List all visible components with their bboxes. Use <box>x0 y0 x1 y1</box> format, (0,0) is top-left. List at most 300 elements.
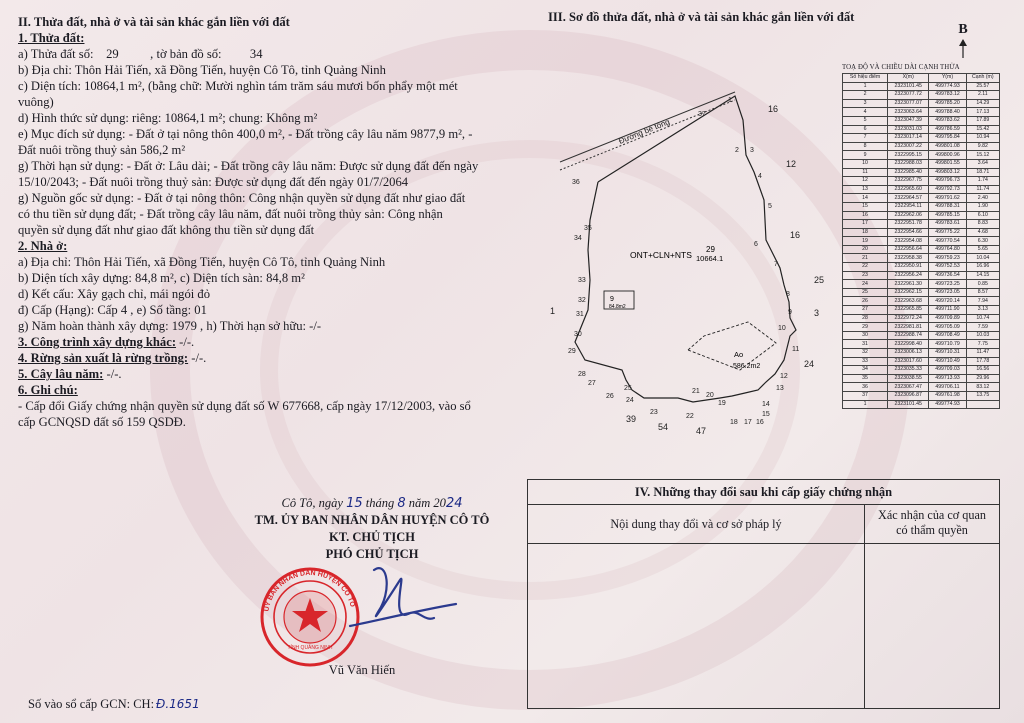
vertex-label: 12 <box>780 373 788 380</box>
point-id: 1 <box>843 400 888 409</box>
seal-ring-text: ỦY BAN NHÂN DÂN HUYỆN CÔ TÔ <box>263 569 356 613</box>
x-coord: 2322967.75 <box>888 177 929 186</box>
serial-row <box>28 697 200 712</box>
other-construction-value: -/-. <box>176 335 195 349</box>
coordinate-row <box>843 159 1000 168</box>
signer-name: Vũ Văn Hiến <box>328 663 396 677</box>
handwritten-signature <box>330 552 460 642</box>
point-id: 37 <box>843 391 888 400</box>
house-address-row: a) Địa chỉ: Thôn Hải Tiến, xã Đồng Tiến, huyện Cô Tô, tỉnh Quảng Ninh <box>18 255 386 269</box>
y-coord: 499783.61 <box>929 220 966 229</box>
other-construction-row <box>18 334 518 350</box>
x-coord: 2323101.45 <box>888 400 929 409</box>
coordinate-row <box>843 271 1000 280</box>
x-coord: 2322956.64 <box>888 245 929 254</box>
y-coord: 499801.08 <box>929 142 966 151</box>
y-coord: 499803.12 <box>929 168 966 177</box>
x-coord: 2322961.30 <box>888 280 929 289</box>
point-id: 19 <box>843 237 888 246</box>
coordinate-row <box>843 177 1000 186</box>
vertex-label: 29 <box>568 348 576 355</box>
edge-length: 9.82 <box>966 142 999 151</box>
point-id: 8 <box>843 142 888 151</box>
point-id: 26 <box>843 297 888 306</box>
coordinate-row <box>843 108 1000 117</box>
date-year: 24 <box>445 496 463 511</box>
vertex-label: 16 <box>756 419 764 426</box>
road-label: Đường bê tông <box>617 117 672 146</box>
changes-header <box>528 505 999 544</box>
x-coord: 2322964.57 <box>888 194 929 203</box>
coordinate-row <box>843 366 1000 375</box>
y-coord: 499736.54 <box>929 271 966 280</box>
house-label: 9 <box>610 296 614 303</box>
coordinate-row <box>843 151 1000 160</box>
y-coord: 499706.11 <box>929 383 966 392</box>
y-coord: 499792.73 <box>929 185 966 194</box>
y-coord: 499800.96 <box>929 151 966 160</box>
coordinate-row <box>843 331 1000 340</box>
house-structure-row: d) Kết cấu: Xây gạch chỉ, mái ngói đỏ <box>18 287 210 301</box>
x-coord: 2323031.03 <box>888 125 929 134</box>
neighbor-label: 47 <box>696 426 707 436</box>
edge-length: 7.59 <box>966 323 999 332</box>
vertex-label: 21 <box>692 388 700 395</box>
vertex-label: 15 <box>762 411 770 418</box>
signer-role: PHÓ CHỦ TỊCH <box>325 547 419 561</box>
point-id: 29 <box>843 323 888 332</box>
house-year-row: g) Năm hoàn thành xây dựng: 1979 , h) Thời hạn sở hữu: -/- <box>18 319 322 333</box>
coordinate-row <box>843 314 1000 323</box>
coordinate-row <box>843 82 1000 91</box>
edge-length: 17.89 <box>966 116 999 125</box>
coordinate-row <box>843 374 1000 383</box>
edge-length: 14.15 <box>966 271 999 280</box>
y-coord: 499801.55 <box>929 159 966 168</box>
coordinate-row <box>843 194 1000 203</box>
point-id: 9 <box>843 151 888 160</box>
vertex-label: 1 <box>728 97 732 104</box>
neighbor-label: 24 <box>804 359 815 369</box>
vertex-label: 13 <box>776 385 784 392</box>
other-construction-heading: 3. Công trình xây dựng khác: <box>18 335 177 349</box>
edge-length: 16.96 <box>966 263 999 272</box>
origin-row-cont: có thu tiền sử dụng đất; - Đất trồng cây lâu năm, đất nuôi trồng thủy sản: Công nhận <box>18 207 443 221</box>
edge-length <box>966 400 999 409</box>
vertex-label: 3 <box>750 147 754 154</box>
coordinate-table-header <box>843 74 1000 83</box>
coordinate-row <box>843 297 1000 306</box>
coordinate-table <box>842 73 1000 409</box>
point-id: 6 <box>843 125 888 134</box>
edge-length: 3.13 <box>966 306 999 315</box>
point-id: 10 <box>843 159 888 168</box>
vertex-label: 20 <box>706 392 714 399</box>
x-coord: 2323017.14 <box>888 134 929 143</box>
y-coord: 499788.40 <box>929 108 966 117</box>
coordinate-row <box>843 228 1000 237</box>
vertex-label: 30 <box>574 331 582 338</box>
north-letter: B <box>958 22 968 37</box>
house-area: 84.8m2 <box>609 304 626 310</box>
x-coord: 2322965.60 <box>888 185 929 194</box>
serial-label: Số vào sổ cấp GCN: CH: <box>28 697 155 711</box>
x-coord: 2322958.38 <box>888 254 929 263</box>
coordinate-row <box>843 185 1000 194</box>
edge-length: 8.83 <box>966 220 999 229</box>
y-coord: 499709.89 <box>929 314 966 323</box>
pond-area: 586.2m2 <box>733 363 761 370</box>
coordinate-row <box>843 99 1000 108</box>
x-coord: 2323077.07 <box>888 99 929 108</box>
vertex-label: 5 <box>768 203 772 210</box>
coordinate-row <box>843 134 1000 143</box>
edge-length: 10.03 <box>966 331 999 340</box>
neighbor-label: 54 <box>658 422 669 432</box>
vertex-label: 24 <box>626 397 634 404</box>
x-coord: 2322954.11 <box>888 202 929 211</box>
perennial-row <box>18 366 518 382</box>
edge-length: 15.12 <box>966 151 999 160</box>
y-coord: 499713.93 <box>929 374 966 383</box>
neighbor-label: 16 <box>768 104 779 114</box>
vertex-label: 27 <box>588 380 596 387</box>
point-id: 3 <box>843 99 888 108</box>
house-grade-row: đ) Cấp (Hạng): Cấp 4 , e) Số tầng: 01 <box>18 303 207 317</box>
note-line-2: cấp GCNQSD đất số 159 QSDĐ. <box>18 415 186 429</box>
edge-length: 17.13 <box>966 108 999 117</box>
point-id: 11 <box>843 168 888 177</box>
issuing-org: TM. ỦY BAN NHÂN DÂN HUYỆN CÔ TÔ <box>254 513 490 527</box>
edge-length: 7.94 <box>966 297 999 306</box>
address-row: b) Địa chỉ: Thôn Hải Tiến, xã Đồng Tiến, huyện Cô Tô, tỉnh Quảng Ninh <box>18 63 386 77</box>
neighbor-label: 3 <box>814 308 820 318</box>
vertex-label: 36 <box>572 179 580 186</box>
map-sheet-number: 34 <box>249 47 263 61</box>
y-coord: 499783.62 <box>929 116 966 125</box>
y-coord: 499774.93 <box>929 82 966 91</box>
y-coord: 499788.31 <box>929 202 966 211</box>
seal-city-text: TỈNH QUẢNG NINH <box>287 645 333 651</box>
coordinate-row <box>843 357 1000 366</box>
origin-row: g) Nguồn gốc sử dụng: - Đất ở tại nông thôn: Công nhận quyền sử dụng đất như giao đất <box>18 191 466 205</box>
vertex-label: 7 <box>774 261 778 268</box>
coordinate-row <box>843 263 1000 272</box>
x-coord: 2322988.03 <box>888 159 929 168</box>
area-row: c) Diện tích: 10864,1 m², (bằng chữ: Mười nghìn tám trăm sáu mươi bốn phẩy một mét <box>18 79 458 93</box>
coordinate-row <box>843 125 1000 134</box>
vertex-labels <box>568 97 799 426</box>
vertex-label: 33 <box>578 277 586 284</box>
coordinate-row <box>843 142 1000 151</box>
vertex-label: 32 <box>578 297 586 304</box>
point-id: 24 <box>843 280 888 289</box>
changes-title: IV. Những thay đổi sau khi cấp giấy chứng nhận <box>528 480 999 505</box>
changes-col-confirm <box>865 505 999 543</box>
vertex-label: 25 <box>624 385 632 392</box>
coordinate-row <box>843 211 1000 220</box>
x-coord: 2323038.55 <box>888 374 929 383</box>
point-id: 36 <box>843 383 888 392</box>
edge-length: 83.12 <box>966 383 999 392</box>
edge-length: 25.57 <box>966 82 999 91</box>
x-coord: 2322981.81 <box>888 323 929 332</box>
vertex-label: 8 <box>786 291 790 298</box>
vertex-label: 28 <box>578 371 586 378</box>
vertex-label: 10 <box>778 325 786 332</box>
y-coord: 499775.22 <box>929 228 966 237</box>
edge-length: 13.75 <box>966 391 999 400</box>
x-coord: 2322956.24 <box>888 271 929 280</box>
x-coord: 2322972.24 <box>888 314 929 323</box>
x-coord: 2322988.74 <box>888 331 929 340</box>
coordinate-row <box>843 340 1000 349</box>
edge-length: 11.74 <box>966 185 999 194</box>
vertex-label: 4 <box>758 173 762 180</box>
changes-column-divider <box>864 542 865 708</box>
pond-label: Ao <box>734 350 744 359</box>
y-coord: 499770.54 <box>929 237 966 246</box>
coordinate-table-block <box>842 64 1000 409</box>
usage-form-row: d) Hình thức sử dụng: riêng: 10864,1 m²; chung: Không m² <box>18 111 318 125</box>
vertex-label: 17 <box>744 419 752 426</box>
vertex-label: 11 <box>792 346 800 353</box>
y-coord: 499708.49 <box>929 331 966 340</box>
x-coord: 2322985.40 <box>888 168 929 177</box>
edge-length: 1.90 <box>966 202 999 211</box>
y-coord: 499710.49 <box>929 357 966 366</box>
vertex-label: 18 <box>730 419 738 426</box>
date-month-label: tháng <box>365 496 395 510</box>
x-coord: 2322954.08 <box>888 237 929 246</box>
neighbor-label: 39 <box>626 414 637 424</box>
point-id: 5 <box>843 116 888 125</box>
parcel-heading: 1. Thửa đất: <box>18 31 85 45</box>
x-coord: 2322962.06 <box>888 211 929 220</box>
x-coord: 2323047.39 <box>888 116 929 125</box>
x-coord: 2322954.66 <box>888 228 929 237</box>
edge-length: 16.56 <box>966 366 999 375</box>
parcel-number: 29 <box>106 47 119 61</box>
point-id: 20 <box>843 245 888 254</box>
x-coord: 2322965.85 <box>888 306 929 315</box>
edge-length: 17.78 <box>966 357 999 366</box>
point-id: 25 <box>843 288 888 297</box>
y-coord: 499705.09 <box>929 323 966 332</box>
house-heading: 2. Nhà ở: <box>18 239 68 253</box>
vertex-label: 2 <box>735 147 739 154</box>
date-month: 8 <box>397 496 406 511</box>
x-coord: 2322950.91 <box>888 263 929 272</box>
changes-col-confirm-line1: Xác nhận của cơ quan <box>878 508 986 522</box>
forest-row <box>18 350 518 366</box>
parcel-landuse-label: ONT+CLN+NTS <box>630 250 692 260</box>
point-id: 14 <box>843 194 888 203</box>
edge-length: 5.65 <box>966 245 999 254</box>
coordinate-row <box>843 168 1000 177</box>
edge-length: 7.75 <box>966 340 999 349</box>
x-coord: 2322963.68 <box>888 297 929 306</box>
map-sheet-label: , tờ bản đồ số: <box>150 47 222 61</box>
x-coord: 2323096.87 <box>888 391 929 400</box>
x-coord: 2322998.40 <box>888 340 929 349</box>
point-id: 30 <box>843 331 888 340</box>
issue-date <box>222 495 522 512</box>
y-coord: 499795.84 <box>929 134 966 143</box>
y-coord: 499774.93 <box>929 400 966 409</box>
point-id: 17 <box>843 220 888 229</box>
edge-length: 8.57 <box>966 288 999 297</box>
x-coord: 2323017.60 <box>888 357 929 366</box>
point-id: 35 <box>843 374 888 383</box>
parcel-diagram <box>530 60 850 440</box>
y-coord: 499785.20 <box>929 99 966 108</box>
coordinate-row <box>843 306 1000 315</box>
house-area-row: b) Diện tích xây dựng: 84,8 m², c) Diện tích sàn: 84,8 m² <box>18 271 305 285</box>
edge-length: 11.47 <box>966 349 999 358</box>
x-coord: 2323067.47 <box>888 383 929 392</box>
vertex-label: 9 <box>788 309 792 316</box>
coordinate-row <box>843 288 1000 297</box>
coordinate-row <box>843 202 1000 211</box>
coordinate-row <box>843 383 1000 392</box>
x-coord: 2323077.72 <box>888 91 929 100</box>
vertex-label: 37 <box>698 111 706 118</box>
changes-col-content: Nội dung thay đổi và cơ sở pháp lý <box>528 505 865 543</box>
point-id: 15 <box>843 202 888 211</box>
edge-length: 1.74 <box>966 177 999 186</box>
neighbor-label: 16 <box>790 230 801 240</box>
point-id: 34 <box>843 366 888 375</box>
coordinate-row <box>843 91 1000 100</box>
notes-heading: 6. Ghi chú: <box>18 383 78 397</box>
coordinate-row <box>843 237 1000 246</box>
x-coord: 2322995.15 <box>888 151 929 160</box>
vertex-label: 6 <box>754 241 758 248</box>
coordinate-row <box>843 280 1000 289</box>
section-title: II. Thửa đất, nhà ở và tài sản khác gắn liền với đất <box>18 15 290 29</box>
forest-heading: 4. Rừng sản xuất là rừng trồng: <box>18 351 189 365</box>
coordinate-row <box>843 220 1000 229</box>
vertex-label: 19 <box>718 400 726 407</box>
y-coord: 499723.25 <box>929 280 966 289</box>
x-coord: 2322951.78 <box>888 220 929 229</box>
x-coord: 2323006.13 <box>888 349 929 358</box>
changes-col-confirm-line2: có thẩm quyền <box>896 523 968 537</box>
vertex-label: 35 <box>584 225 592 232</box>
edge-length: 2.11 <box>966 91 999 100</box>
origin-row-cont2: quyền sử dụng đất như giao đất không thu tiền sử dụng đất <box>18 223 315 237</box>
point-id: 12 <box>843 177 888 186</box>
note-line-1: - Cấp đổi Giấy chứng nhận quyền sử dụng đất số W 677668, cấp ngày 17/12/2003, vào sổ <box>18 399 471 413</box>
neighbor-label: 1 <box>550 306 556 316</box>
coordinate-row <box>843 116 1000 125</box>
parcel-number-label: a) Thửa đất số: <box>18 47 94 61</box>
x-coord: 2322962.15 <box>888 288 929 297</box>
coordinate-row <box>843 245 1000 254</box>
point-id: 18 <box>843 228 888 237</box>
edge-length: 15.42 <box>966 125 999 134</box>
edge-length: 4.68 <box>966 228 999 237</box>
y-coord: 499710.31 <box>929 349 966 358</box>
y-coord: 499796.73 <box>929 177 966 186</box>
x-coord: 2323035.33 <box>888 366 929 375</box>
vertex-label: 31 <box>576 311 584 318</box>
point-id: 21 <box>843 254 888 263</box>
north-arrow <box>955 22 971 65</box>
point-id: 7 <box>843 134 888 143</box>
x-coord: 2323101.45 <box>888 82 929 91</box>
point-id: 4 <box>843 108 888 117</box>
coordinate-row <box>843 254 1000 263</box>
date-prefix: Cô Tô, ngày <box>281 496 343 510</box>
edge-length: 14.29 <box>966 99 999 108</box>
x-coord: 2323063.64 <box>888 108 929 117</box>
signer-kt: KT. CHỦ TỊCH <box>328 530 415 544</box>
vertex-label: 34 <box>574 235 582 242</box>
y-coord: 499720.14 <box>929 297 966 306</box>
vertex-label: 14 <box>762 401 770 408</box>
edge-length: 10.74 <box>966 314 999 323</box>
point-id: 27 <box>843 306 888 315</box>
header-point: Số hiệu điểm <box>843 74 888 83</box>
parcel-number-label: 29 <box>706 245 715 254</box>
neighbor-label: 25 <box>814 275 825 285</box>
y-coord: 499759.23 <box>929 254 966 263</box>
neighbor-label: 12 <box>786 159 797 169</box>
vertex-label: 22 <box>686 413 694 420</box>
edge-length: 10.94 <box>966 134 999 143</box>
point-id: 28 <box>843 314 888 323</box>
y-coord: 499786.59 <box>929 125 966 134</box>
perennial-heading: 5. Cây lâu năm: <box>18 367 104 381</box>
vertex-label: 23 <box>650 409 658 416</box>
y-coord: 499791.62 <box>929 194 966 203</box>
parcel-number-row <box>18 46 518 62</box>
edge-length: 10.04 <box>966 254 999 263</box>
y-coord: 499783.12 <box>929 91 966 100</box>
point-id: 22 <box>843 263 888 272</box>
coordinate-row <box>843 400 1000 409</box>
date-day: 15 <box>346 496 363 511</box>
edge-length: 18.71 <box>966 168 999 177</box>
usage-purpose-row: e) Mục đích sử dụng: - Đất ở tại nông thôn 400,0 m², - Đất trồng cây lâu năm 9877,9 m², - <box>18 127 473 141</box>
usage-purpose-row-cont: Đất nuôi trồng thuỷ sản 586,2 m² <box>18 143 186 157</box>
date-year-label: năm 20 <box>408 496 446 510</box>
point-id: 16 <box>843 211 888 220</box>
changes-table <box>527 479 1000 709</box>
y-coord: 499785.15 <box>929 211 966 220</box>
coordinate-row <box>843 349 1000 358</box>
edge-length: 6.10 <box>966 211 999 220</box>
y-coord: 499752.53 <box>929 263 966 272</box>
point-id: 13 <box>843 185 888 194</box>
point-id: 23 <box>843 271 888 280</box>
area-row-cont: vuông) <box>18 95 54 109</box>
point-id: 1 <box>843 82 888 91</box>
header-x: X(m) <box>888 74 929 83</box>
edge-length: 29.96 <box>966 374 999 383</box>
edge-length: 6.30 <box>966 237 999 246</box>
usage-term-row-cont: 15/10/2043; - Đất nuôi trồng thuỷ sản: Được sử dụng đất đến ngày 01/7/2064 <box>18 175 409 189</box>
header-y: Y(m) <box>929 74 966 83</box>
north-arrow-icon <box>955 38 971 60</box>
edge-length: 2.40 <box>966 194 999 203</box>
point-id: 32 <box>843 349 888 358</box>
parcel-info-section <box>18 14 518 430</box>
coordinate-row <box>843 323 1000 332</box>
header-edge: Cạnh (m) <box>966 74 999 83</box>
